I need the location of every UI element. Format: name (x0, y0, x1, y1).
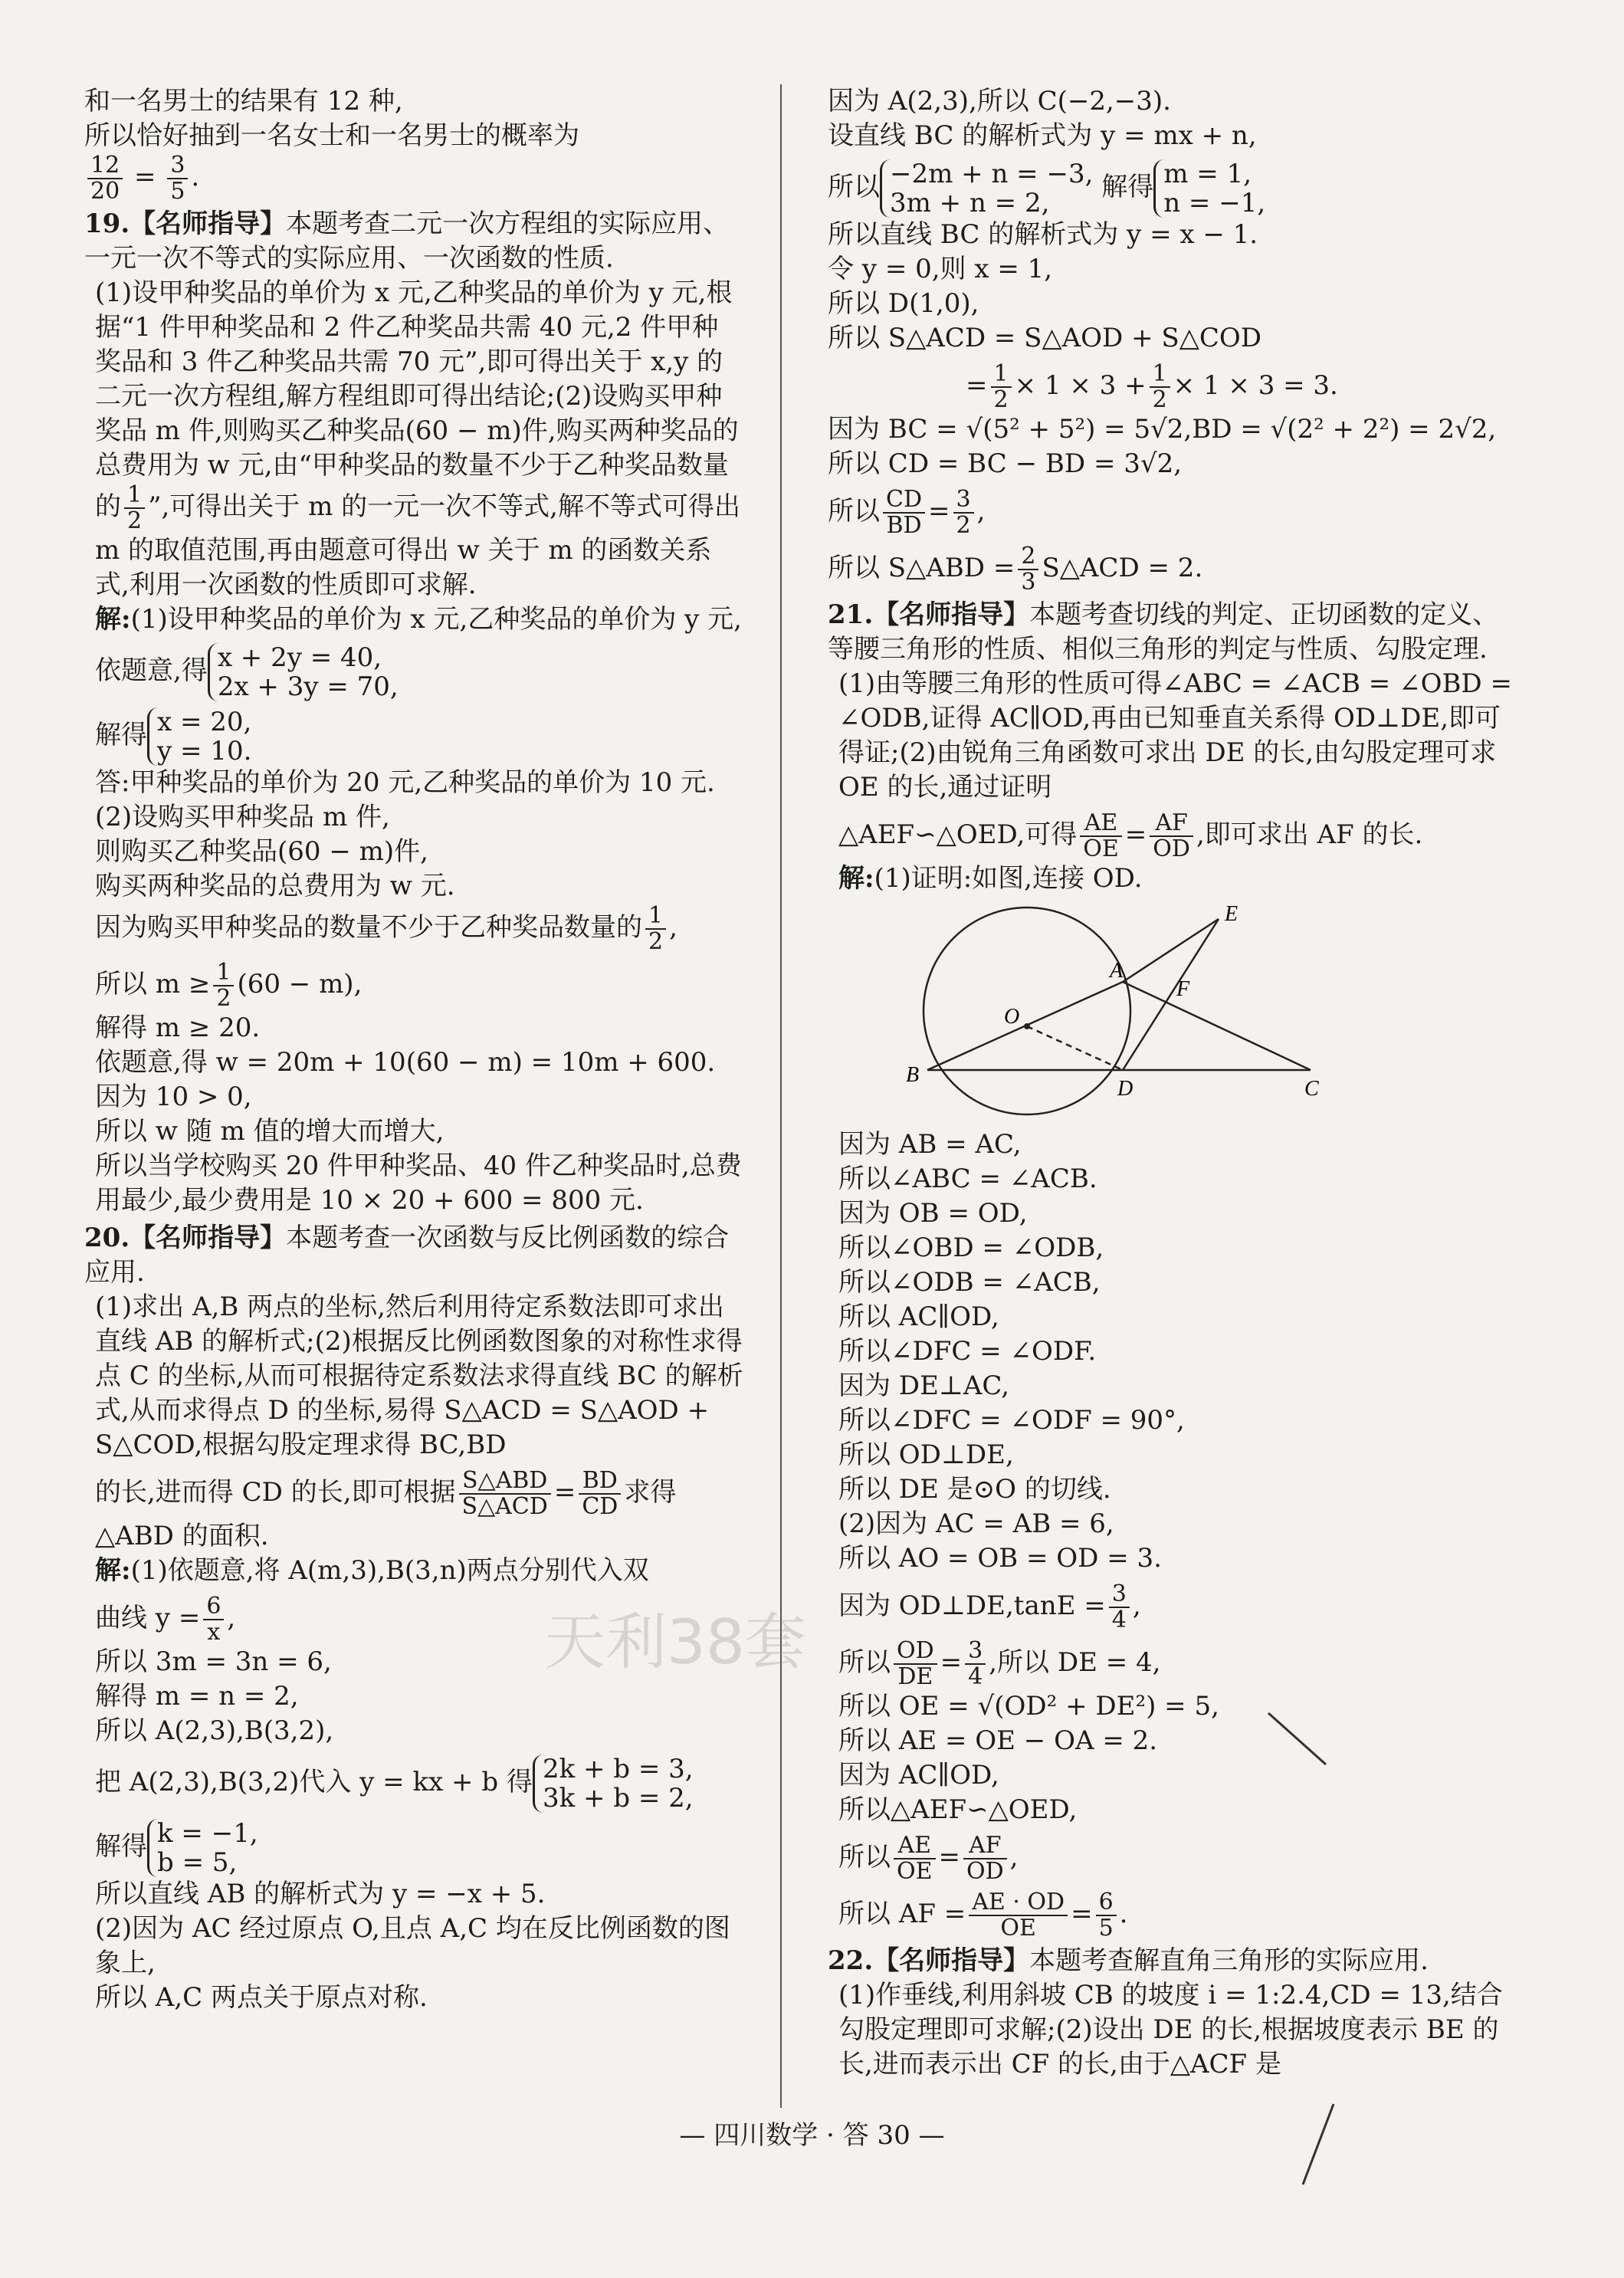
q20-solution: 解:(1)依题意,将 A(m,3),B(3,n)两点分别代入双 (95, 1555, 649, 1586)
equation-system: 解得 k = −1, b = 5, (95, 1818, 258, 1878)
text-line: 所以 $\frac{CD}{BD}$ = $\frac{3}{2}$ , (828, 486, 986, 539)
text-line: 所以 S△ACD = S△AOD + S△COD (828, 323, 1261, 353)
question-21-heading: 21.【名师指导】本题考查切线的判定、正切函数的定义、等腰三角形的性质、相似三角形的判定与性质、勾股定理. (828, 599, 1499, 665)
text-line: 解得 m = n = 2, (95, 1681, 299, 1712)
question-20-heading: 20.【名师指导】本题考查一次函数与反比例函数的综合应用. (84, 1223, 730, 1288)
q21-guide: (1)由等腰三角形的性质可得∠ABC = ∠ACB = ∠OBD = ∠ODB,证得 AC∥OD,再由已知垂直关系得 OD⊥DE,即可得证;(2)由锐角三角函数可求出 DE 的长,由勾股定理可求 OE 的长,通过证明 (838, 668, 1512, 803)
pen-mark (1265, 1709, 1334, 1771)
fraction: $\frac{12}{20}$ (87, 153, 123, 204)
text-line: 所以∠DFC = ∠ODF. (838, 1336, 1097, 1367)
text-line: 答:甲种奖品的单价为 20 元,乙种奖品的单价为 10 元. (95, 767, 715, 798)
q21-guide: △AEF∽△OED,可得 $\frac{AE}{OE}$ = $\frac{AF}{OD}$ ,即可求出 AF 的长. (838, 809, 1423, 862)
text-line: 解得 m ≥ 20. (95, 1013, 261, 1043)
fraction: $\frac{BD}{CD}$ (579, 1469, 621, 1519)
text-line: 所以 m ≥ $\frac{1}{2}$ (60 − m), (95, 959, 363, 1012)
equation-system: 解得 x = 20, y = 10. (95, 707, 252, 766)
label-e: E (1225, 902, 1239, 926)
text-line: 所以∠ODB = ∠ACB, (838, 1267, 1101, 1298)
text-line: 所以 A(2,3),B(3,2), (95, 1715, 334, 1746)
text-line: 所以 AE = OE − OA = 2. (838, 1725, 1158, 1756)
fraction: $\frac{AF}{OD}$ (1150, 811, 1193, 862)
text-line: 所以 AC∥OD, (838, 1301, 999, 1332)
fraction: $\frac{3}{4}$ (1109, 1582, 1130, 1633)
text-line: 购买两种奖品的总费用为 w 元. (95, 871, 455, 901)
fraction: $\frac{\text{S△ABD}}{\text{S△ACD}}$ (459, 1469, 551, 1519)
q21-solution: 解:(1)证明:如图,连接 OD. (838, 863, 1143, 894)
text-line: 因为 BC = √(5² + 5²) = 5√2,BD = √(2² + 2²) = 2√2, (828, 414, 1497, 445)
text-line: 所以 D(1,0), (828, 288, 979, 319)
text-line: 所以 A,C 两点关于原点对称. (95, 1982, 428, 2013)
text-line: 所以∠OBD = ∠ODB, (838, 1233, 1104, 1263)
text-line: 所以恰好抽到一名女士和一名男士的概率为 (84, 120, 579, 151)
fraction: $\frac{AE}{OE}$ (894, 1833, 936, 1884)
label-a: A (1110, 959, 1124, 983)
circle-o (924, 908, 1130, 1114)
line-de (1123, 919, 1219, 1070)
question-22-heading: 22.【名师指导】本题考查解直角三角形的实际应用. (828, 1945, 1429, 1976)
equation-system: 把 A(2,3),B(3,2)代入 y = kx + b 得 2k + b = 3, 3k + b = 2, (95, 1754, 694, 1814)
text-line: 因为 DE⊥AC, (838, 1370, 1010, 1401)
text-line: 所以 DE 是⊙O 的切线. (838, 1474, 1111, 1505)
watermark-logo (536, 1579, 874, 1732)
text-line: (2)因为 AC = AB = 6, (838, 1508, 1114, 1539)
q19-solution: 解:(1)设甲种奖品的单价为 x 元,乙种奖品的单价为 y 元, (95, 604, 742, 635)
text-line: (2)设购买甲种奖品 m 件, (95, 802, 390, 832)
fraction: $\frac{OD}{DE}$ (894, 1639, 937, 1689)
fraction: $\frac{1}{2}$ (213, 960, 234, 1011)
text-line: 令 y = 0,则 x = 1, (828, 254, 1053, 284)
line-ae (1123, 919, 1219, 982)
text-line: 所以 AO = OB = OD = 3. (838, 1543, 1162, 1574)
q20-guide: (1)求出 A,B 两点的坐标,然后利用待定系数法即可求出直线 AB 的解析式;(2)根据反比例函数图象的对称性求得点 C 的坐标,从而可根据待定系数法求得直线 BC 的解析式,从而求得点 D 的坐标,易得 S△ACD = S△AOD + S△COD,根据勾股定理求得 BC,BD (95, 1292, 743, 1460)
text-line: 曲线 y = $\frac{6}{x}$ , (95, 1593, 236, 1646)
text-line: 因为 10 > 0, (95, 1082, 252, 1112)
text-line: 所以当学校购买 20 件甲种奖品、40 件乙种奖品时,总费用最少,最少费用是 10 × 20 + 600 = 800 元. (95, 1150, 742, 1216)
text-line: (2)因为 AC 经过原点 O,且点 A,C 均在反比例函数的图象上, (95, 1913, 730, 1978)
text-line: 因为 AB = AC, (838, 1129, 1022, 1160)
fraction: $\frac{CD}{BD}$ (883, 487, 925, 538)
page-footer: — 四川数学 · 答 30 — (679, 2120, 945, 2151)
text-line: 所以∠ABC = ∠ACB. (838, 1164, 1097, 1194)
question-19-heading: 19.【名师指导】本题考查二元一次方程组的实际应用、一元一次不等式的实际应用、一次函数的性质. (84, 208, 730, 274)
q19-guide: (1)设甲种奖品的单价为 x 元,乙种奖品的单价为 y 元,根据“1 件甲种奖品和 2 件乙种奖品共需 40 元,2 件甲种奖品和 3 件乙种奖品共需 70 元”,即可得出关于 x,y 的二元一次方程组,解方程组即可得出结论;(2)设购买甲种奖品 m 件,则购买乙种奖品(60 − m)件,购买两种奖品的总费用为 w 元,由“甲种奖品的数量不少于乙种奖品数量的 $\frac{1}{2}$ ”,可得出关于 m 的一元一次不等式,解不等式可得出 m 的取值范围,再由题意可得出 w 关于 m 的函数关系式,利用一次函数的性质即可求解. (95, 277, 740, 600)
text-line: 所以△AEF∽△OED, (838, 1794, 1078, 1825)
fraction: $\frac{1}{2}$ (645, 904, 666, 954)
probability-result: $\frac{12}{20}$ = $\frac{3}{5}$ . (84, 153, 743, 204)
text-line: 因为 AC∥OD, (838, 1760, 999, 1791)
fraction: $\frac{AE}{OE}$ (1080, 811, 1122, 862)
q22-guide: (1)作垂线,利用斜坡 CB 的坡度 i = 1:2.4,CD = 13,结合勾股定理即可求解;(2)设出 DE 的长,根据坡度表示 BE 的长,进而表示出 CF 的长,由于△ACF 是 (838, 1980, 1503, 2079)
text-line: 所以 CD = BC − BD = 3√2, (828, 448, 1183, 479)
text-line: 所以直线 BC 的解析式为 y = x − 1. (828, 219, 1258, 250)
text-line: 所以 AF = $\frac{AE \cdot OD}{OE}$ = $\frac{6}{5}$ . (838, 1889, 1128, 1942)
text-line: 所以 S△ABD = $\frac{2}{3}$ S△ACD = 2. (828, 543, 1203, 596)
text-line: △ABD 的面积. (95, 1521, 269, 1551)
label-d: D (1117, 1077, 1134, 1101)
text-line: 因为购买甲种奖品的数量不少于乙种奖品数量的 $\frac{1}{2}$ , (95, 902, 677, 955)
text-line: 所以∠DFC = ∠ODF = 90°, (838, 1405, 1185, 1436)
line-od (1027, 1026, 1123, 1070)
fraction: $\frac{AE \cdot OD}{OE}$ (969, 1890, 1068, 1941)
text-line: 所以 OE = √(OD² + DE²) = 5, (838, 1691, 1219, 1722)
text-line: 所以 OD⊥DE, (838, 1439, 1014, 1470)
label-b: B (906, 1063, 920, 1087)
text-line: 设直线 BC 的解析式为 y = mx + n, (828, 120, 1257, 151)
text-line: 所以 $\frac{OD}{DE}$ = $\frac{3}{4}$ ,所以 DE = 4, (838, 1637, 1161, 1690)
right-column (828, 84, 1517, 2082)
text-line: 依题意,得 w = 20m + 10(60 − m) = 10m + 600. (95, 1047, 716, 1078)
text-line: 和一名男士的结果有 12 种, (84, 86, 403, 117)
label-f: F (1176, 977, 1190, 1001)
text-line: 因为 OB = OD, (838, 1198, 1028, 1229)
fraction: $\frac{3}{4}$ (965, 1639, 986, 1689)
point-o (1024, 1023, 1030, 1029)
text-line: 所以直线 AB 的解析式为 y = −x + 5. (95, 1879, 546, 1909)
fraction: $\frac{3}{5}$ (167, 153, 188, 204)
fraction: $\frac{1}{2}$ (991, 362, 1012, 412)
equation-system: 所以 −2m + n = −3, 3m + n = 2, 解得 m = 1, n = −1, (828, 159, 1266, 218)
label-o: O (1004, 1005, 1020, 1029)
text-line: 所以 3m = 3n = 6, (95, 1646, 332, 1677)
fraction: $\frac{1}{2}$ (1150, 362, 1170, 412)
text-line: 所以 w 随 m 值的增大而增大, (95, 1116, 445, 1147)
text-line: 所以 $\frac{AE}{OE}$ = $\frac{AF}{OD}$ , (838, 1832, 1019, 1885)
watermark-text: 天利38套 (544, 1607, 806, 1678)
q20-guide: 的长,进而得 CD 的长,即可根据 $\frac{\text{S△ABD}}{\text{S△ACD}}$ = $\frac{BD}{CD}$ 求得 (95, 1467, 677, 1520)
text-line: = $\frac{1}{2}$ × 1 × 3 + $\frac{1}{2}$ × 1 × 3 = 3. (966, 360, 1338, 413)
text-line: 因为 OD⊥DE,tanE = $\frac{3}{4}$ , (838, 1580, 1141, 1633)
fraction: $\frac{6}{x}$ (203, 1594, 224, 1645)
fraction: $\frac{2}{3}$ (1018, 544, 1038, 595)
pen-mark (1295, 2100, 1341, 2192)
label-c: C (1304, 1077, 1319, 1101)
fraction: $\frac{6}{5}$ (1096, 1890, 1117, 1941)
text-line: 则购买乙种奖品(60 − m)件, (95, 836, 428, 867)
fraction: $\frac{3}{2}$ (953, 487, 974, 538)
equation-system: 依题意,得 x + 2y = 40, 2x + 3y = 70, (95, 642, 399, 702)
column-divider (780, 84, 782, 2108)
fraction: $\frac{AF}{OD}$ (963, 1833, 1007, 1884)
text-line: 因为 A(2,3),所以 C(−2,−3). (828, 86, 1171, 117)
fraction: $\frac{1}{2}$ (124, 483, 145, 533)
geometry-figure (906, 902, 1357, 1111)
